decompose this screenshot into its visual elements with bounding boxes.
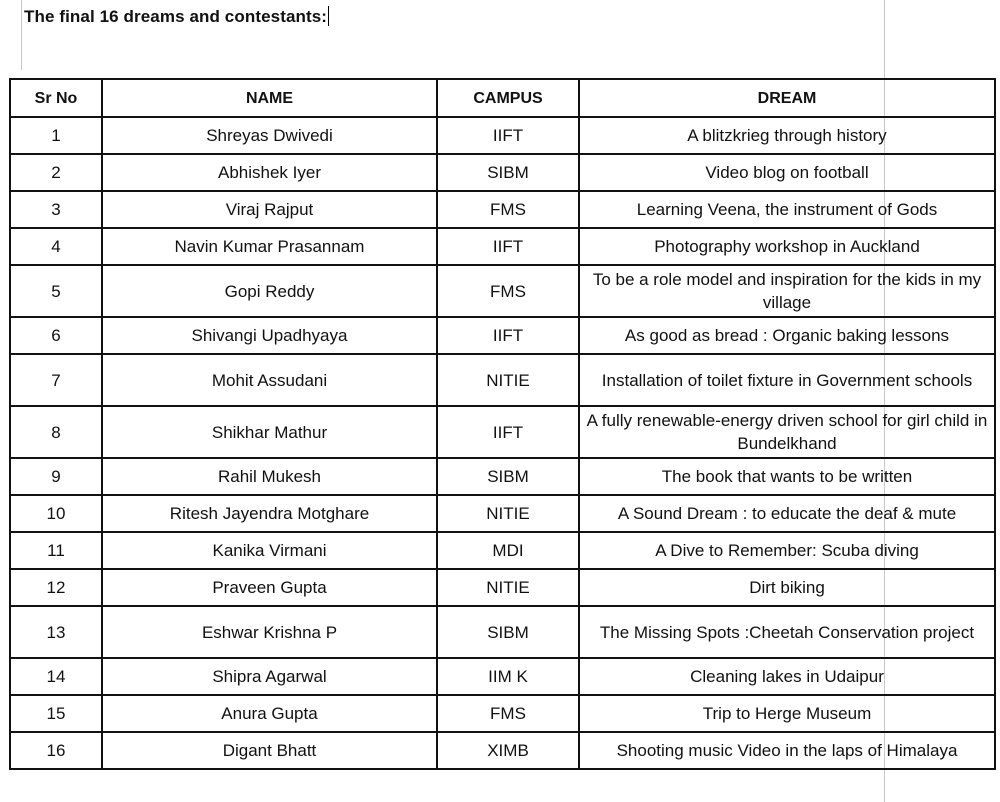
cell-campus: XIMB — [437, 732, 579, 769]
cell-name: Mohit Assudani — [102, 354, 437, 406]
cell-dream: A Sound Dream : to educate the deaf & mute — [579, 495, 995, 532]
cell-name: Digant Bhatt — [102, 732, 437, 769]
cell-name: Shivangi Upadhyaya — [102, 317, 437, 354]
cell-campus: IIM K — [437, 658, 579, 695]
table-row — [10, 695, 995, 732]
cell-campus: FMS — [437, 265, 579, 317]
cell-name: Eshwar Krishna P — [102, 606, 437, 658]
cell-campus: SIBM — [437, 606, 579, 658]
cell-sr-no: 8 — [10, 406, 102, 458]
cell-dream: Photography workshop in Auckland — [579, 228, 995, 265]
table-row — [10, 317, 995, 354]
cell-name: Anura Gupta — [102, 695, 437, 732]
cell-dream: Video blog on football — [579, 154, 995, 191]
table-row — [10, 354, 995, 406]
cell-sr-no: 9 — [10, 458, 102, 495]
table-row — [10, 154, 995, 191]
cell-dream: A blitzkrieg through history — [579, 117, 995, 154]
cell-dream: Learning Veena, the instrument of Gods — [579, 191, 995, 228]
cell-dream: The Missing Spots :Cheetah Conservation project — [579, 606, 995, 658]
table-row — [10, 569, 995, 606]
text-cursor — [328, 6, 329, 26]
cell-dream: A fully renewable-energy driven school for girl child in Bundelkhand — [579, 406, 995, 458]
cell-campus: SIBM — [437, 154, 579, 191]
cell-sr-no: 14 — [10, 658, 102, 695]
cell-dream: Installation of toilet fixture in Government schools — [579, 354, 995, 406]
cell-sr-no: 6 — [10, 317, 102, 354]
table-row — [10, 658, 995, 695]
table-row — [10, 732, 995, 769]
cell-campus: FMS — [437, 695, 579, 732]
table-row — [10, 406, 995, 458]
cell-campus: NITIE — [437, 354, 579, 406]
table-row — [10, 495, 995, 532]
cell-name: Rahil Mukesh — [102, 458, 437, 495]
table-header-row — [10, 79, 995, 117]
cell-campus: MDI — [437, 532, 579, 569]
table-row — [10, 117, 995, 154]
cell-name: Abhishek Iyer — [102, 154, 437, 191]
cell-name: Ritesh Jayendra Motghare — [102, 495, 437, 532]
cell-dream: Dirt biking — [579, 569, 995, 606]
cell-name: Viraj Rajput — [102, 191, 437, 228]
table-row — [10, 458, 995, 495]
cell-dream: The book that wants to be written — [579, 458, 995, 495]
cell-campus: IIFT — [437, 317, 579, 354]
cell-dream: A Dive to Remember: Scuba diving — [579, 532, 995, 569]
table-row — [10, 228, 995, 265]
header-dream: DREAM — [579, 79, 995, 117]
header-sr-no: Sr No — [10, 79, 102, 117]
cell-sr-no: 3 — [10, 191, 102, 228]
cell-name: Gopi Reddy — [102, 265, 437, 317]
heading-text: The final 16 dreams and contestants: — [24, 7, 328, 26]
cell-sr-no: 7 — [10, 354, 102, 406]
cell-sr-no: 5 — [10, 265, 102, 317]
cell-campus: SIBM — [437, 458, 579, 495]
table-row — [10, 191, 995, 228]
cell-sr-no: 2 — [10, 154, 102, 191]
cell-campus: NITIE — [437, 569, 579, 606]
cell-sr-no: 16 — [10, 732, 102, 769]
cell-dream: As good as bread : Organic baking lessons — [579, 317, 995, 354]
cell-sr-no: 12 — [10, 569, 102, 606]
cell-dream: Cleaning lakes in Udaipur — [579, 658, 995, 695]
page-margin-line-left — [21, 0, 22, 70]
cell-sr-no: 1 — [10, 117, 102, 154]
cell-sr-no: 13 — [10, 606, 102, 658]
cell-name: Kanika Virmani — [102, 532, 437, 569]
cell-sr-no: 10 — [10, 495, 102, 532]
cell-campus: IIFT — [437, 406, 579, 458]
cell-campus: FMS — [437, 191, 579, 228]
cell-sr-no: 4 — [10, 228, 102, 265]
cell-name: Shikhar Mathur — [102, 406, 437, 458]
cell-campus: IIFT — [437, 228, 579, 265]
table-row — [10, 606, 995, 658]
table-row — [10, 532, 995, 569]
cell-dream: Shooting music Video in the laps of Himalaya — [579, 732, 995, 769]
cell-sr-no: 15 — [10, 695, 102, 732]
header-name: NAME — [102, 79, 437, 117]
contestants-table — [9, 78, 996, 770]
cell-name: Praveen Gupta — [102, 569, 437, 606]
cell-name: Shreyas Dwivedi — [102, 117, 437, 154]
cell-campus: IIFT — [437, 117, 579, 154]
cell-dream: Trip to Herge Museum — [579, 695, 995, 732]
document-heading[interactable] — [24, 6, 329, 27]
cell-name: Shipra Agarwal — [102, 658, 437, 695]
cell-dream: To be a role model and inspiration for the kids in my village — [579, 265, 995, 317]
cell-sr-no: 11 — [10, 532, 102, 569]
table-row — [10, 265, 995, 317]
cell-name: Navin Kumar Prasannam — [102, 228, 437, 265]
header-campus: CAMPUS — [437, 79, 579, 117]
cell-campus: NITIE — [437, 495, 579, 532]
